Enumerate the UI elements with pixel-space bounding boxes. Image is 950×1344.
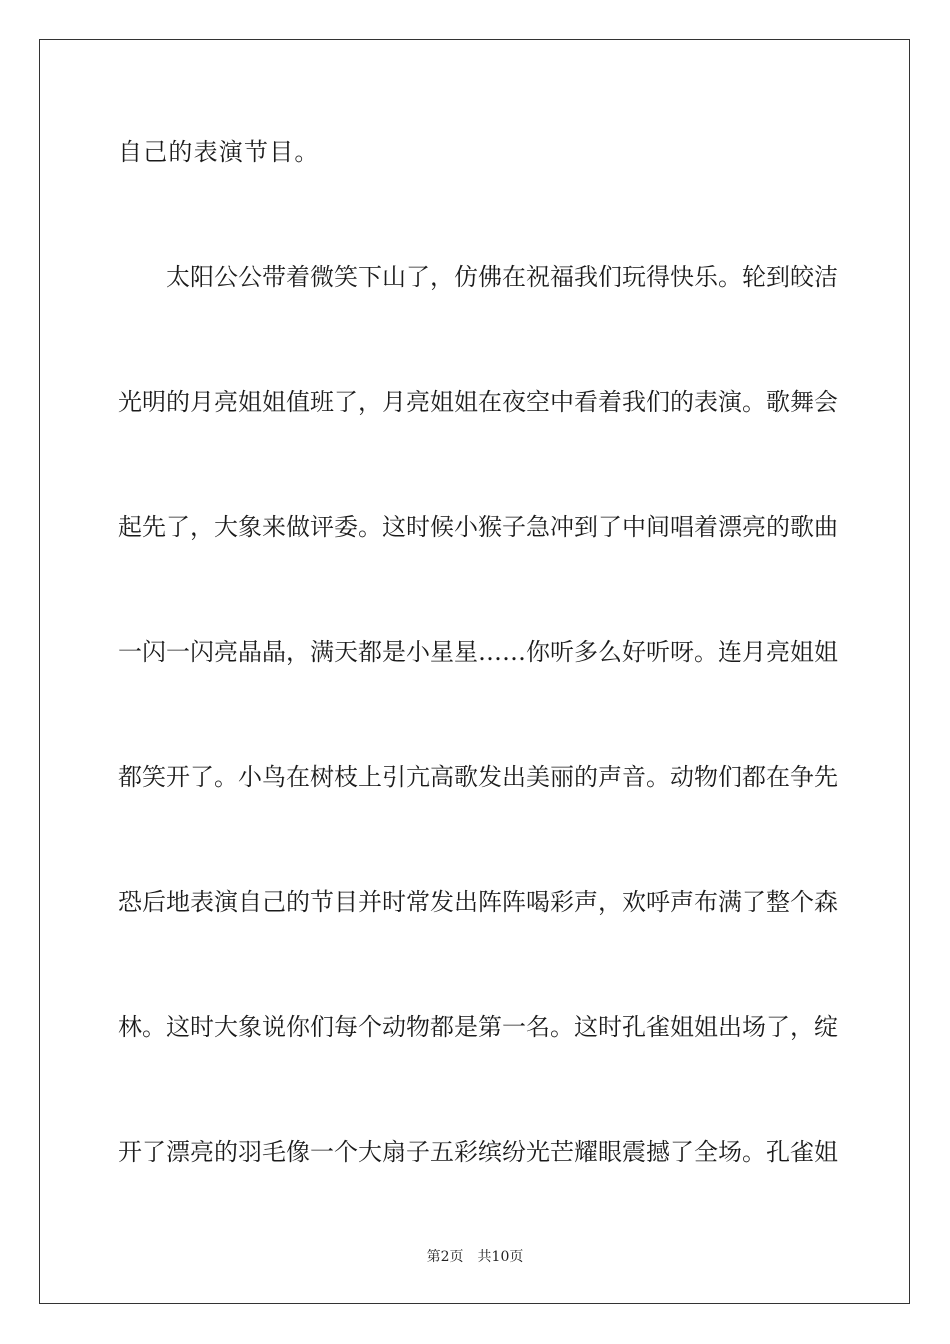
page-footer [0,1248,950,1266]
paragraph-line: 光明的月亮姐姐值班了，月亮姐姐在夜空中看着我们的表演。歌舞会 [118,388,838,416]
paragraph-line: 恐后地表演自己的节目并时常发出阵阵喝彩声，欢呼声布满了整个森 [118,888,838,916]
paragraph-line: 林。这时大象说你们每个动物都是第一名。这时孔雀姐姐出场了，绽 [118,1013,838,1041]
page-border [39,39,910,1304]
page-total: 共10页 [477,1249,524,1265]
paragraph-line: 太阳公公带着微笑下山了，仿佛在祝福我们玩得快乐。轮到皎洁 [166,263,838,291]
paragraph-line: 一闪一闪亮晶晶，满天都是小星星……你听多么好听呀。连月亮姐姐 [118,638,838,666]
paragraph-line: 自己的表演节目。 [118,138,320,166]
paragraph-line: 都笑开了。小鸟在树枝上引亢高歌发出美丽的声音。动物们都在争先 [118,763,838,791]
page-number: 第2页 [426,1249,464,1265]
paragraph-line: 起先了，大象来做评委。这时候小猴子急冲到了中间唱着漂亮的歌曲 [118,513,838,541]
paragraph-line: 开了漂亮的羽毛像一个大扇子五彩缤纷光芒耀眼震撼了全场。孔雀姐 [118,1138,838,1166]
